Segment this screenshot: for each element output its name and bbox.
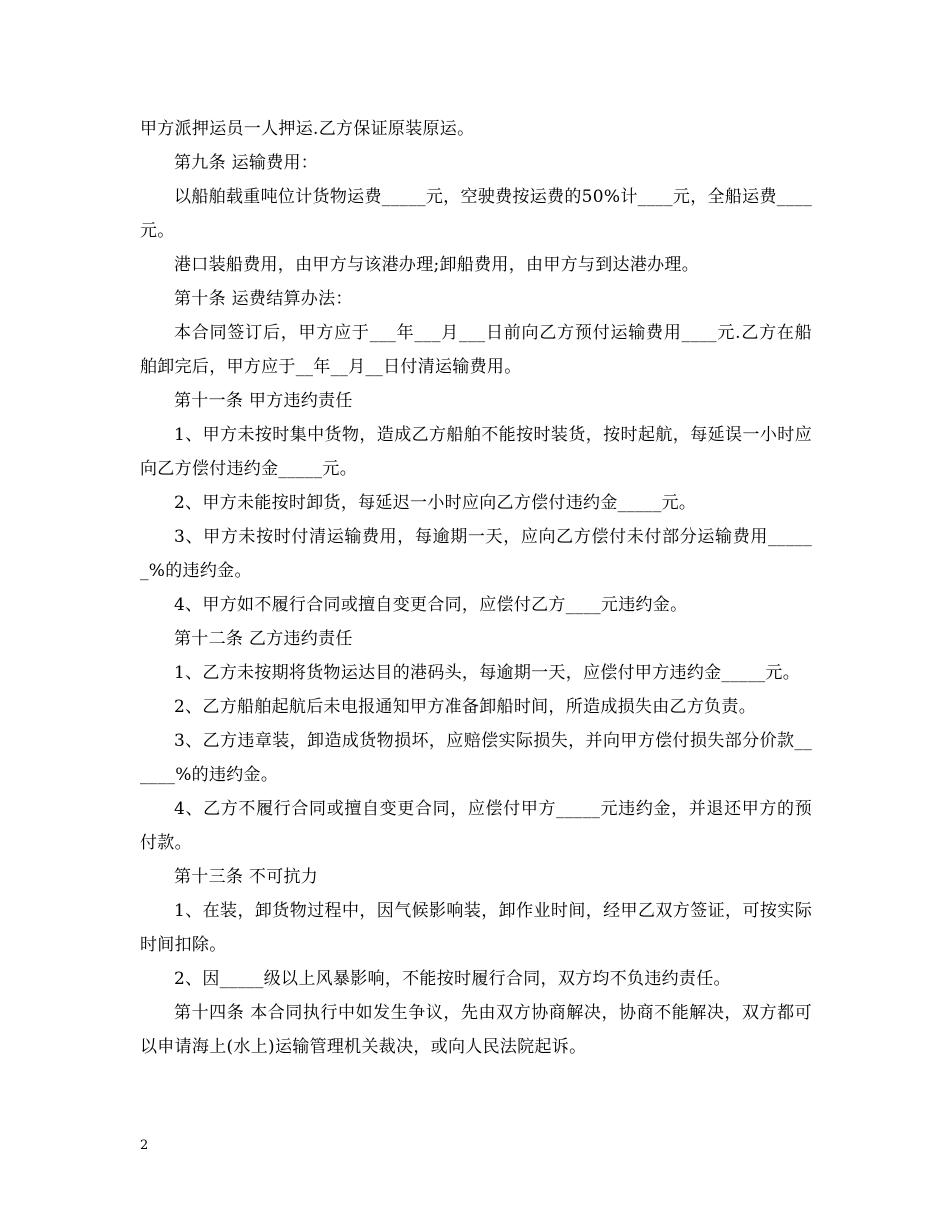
article-13-item-1: 1、在装，卸货物过程中，因气候影响装，卸作业时间，经甲乙双方签证，可按实际时间扣除。 [140,901,812,955]
article-12-item-1: 1、乙方未按期将货物运达目的港码头，每逾期一天，应偿付甲方违约金_____元。 [174,663,801,683]
article-13-heading: 第十三条 不可抗力 [174,867,319,887]
article-11-item-2: 2、甲方未能按时卸货，每延迟一小时应向乙方偿付违约金_____元。 [174,493,697,513]
article-11-item-3: 3、甲方未按时付清运输费用，每逾期一天，应向乙方偿付未付部分运输费用______%的违约金。 [140,527,812,581]
article-12-item-2: 2、乙方船舶起航后未电报通知甲方准备卸船时间，所造成损失由乙方负责。 [174,697,757,717]
article-13-item-2: 2、因_____级以上风暴影响，不能按时履行合同，双方均不负违约责任。 [174,969,731,989]
paragraph-freight-rate: 以船舶载重吨位计货物运费_____元，空驶费按运费的50%计____元，全船运费____元。 [140,187,812,241]
paragraph-port-fees: 港口装船费用，由甲方与该港办理;卸船费用，由甲方与到达港办理。 [174,255,700,275]
article-9-heading: 第九条 运输费用： [174,153,319,173]
article-11-heading: 第十一条 甲方违约责任 [174,391,353,411]
article-14-paragraph: 第十四条 本合同执行中如发生争议，先由双方协商解决，协商不能解决，双方都可以申请海上(水上)运输管理机关裁决，或向人民法院起诉。 [140,1003,812,1057]
page-number: 2 [140,1138,149,1153]
article-11-item-1: 1、甲方未按时集中货物，造成乙方船舶不能按时装货，按时起航，每延误一小时应向乙方偿付违约金_____元。 [140,425,812,479]
paragraph-settlement: 本合同签订后，甲方应于___年___月___日前向乙方预付运输费用____元.乙方在船舶卸完后，甲方应于__年__月__日付清运输费用。 [140,323,812,377]
paragraph-1: 甲方派押运员一人押运.乙方保证原装原运。 [140,119,475,139]
article-12-item-3: 3、乙方违章装，卸造成货物损坏，应赔偿实际损失，并向甲方偿付损失部分价款______%的违约金。 [140,731,812,785]
article-10-heading: 第十条 运费结算办法： [174,289,353,309]
article-11-item-4: 4、甲方如不履行合同或擅自变更合同，应偿付乙方____元违约金。 [174,595,688,615]
contract-body [140,112,812,1064]
article-12-item-4: 4、乙方不履行合同或擅自变更合同，应偿付甲方_____元违约金，并退还甲方的预付款。 [140,799,812,853]
article-12-heading: 第十二条 乙方违约责任 [174,629,353,649]
